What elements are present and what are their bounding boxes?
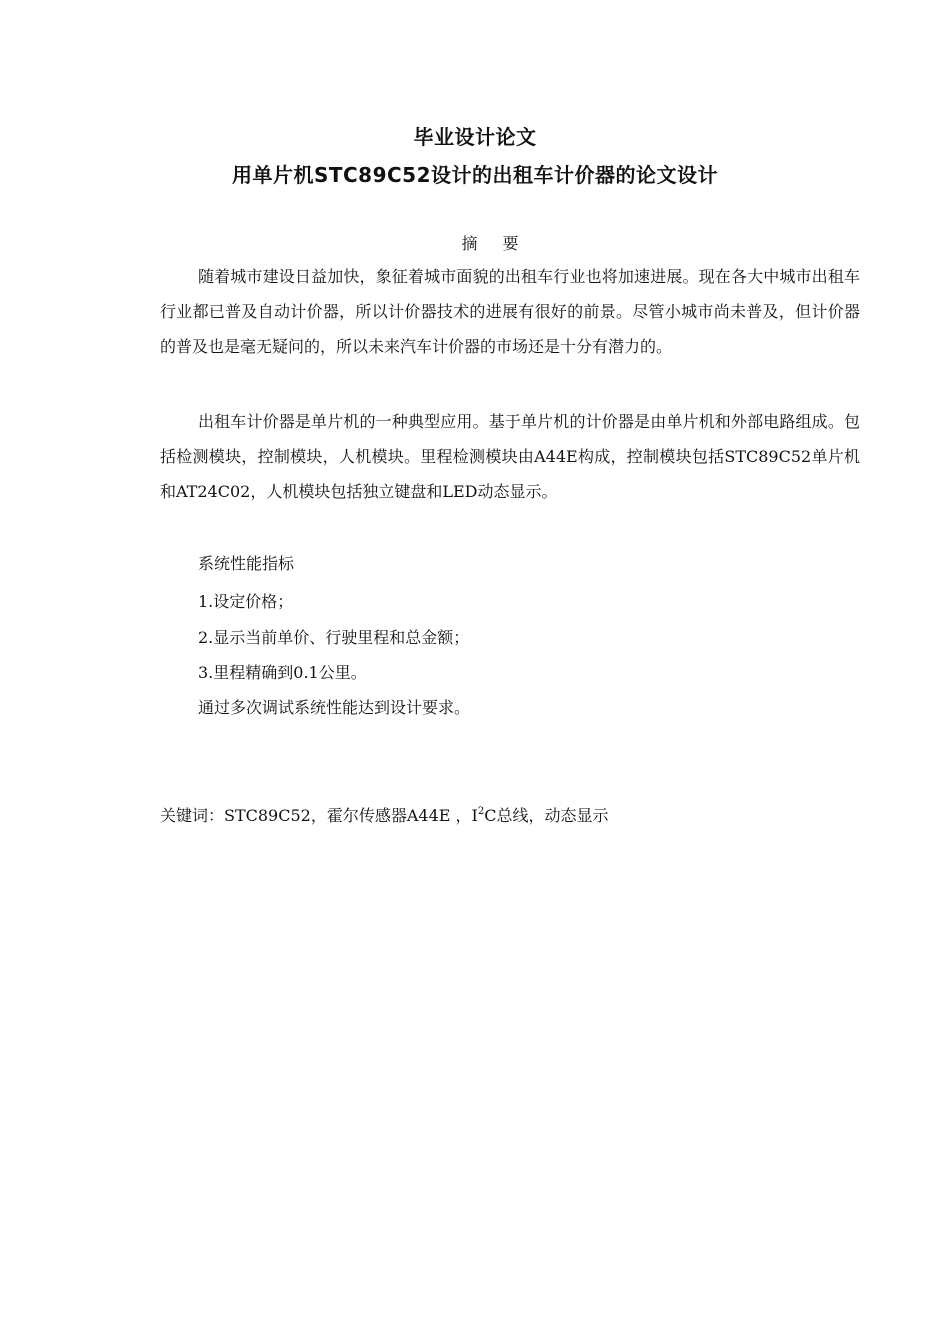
abstract-heading: 摘 要 bbox=[461, 234, 529, 253]
paragraph-text: 随着城市建设日益加快，象征着城市面貌的出租车行业也将加速进展。现在各大中城市出租车行业都已普及自动计价器，所以计价器技术的进展有很好的前景。尽管小城市尚未普及，但计价器的普及也是毫无疑问的，所以未来汽车计价器的市场还是十分有潜力的。 bbox=[160, 267, 860, 356]
thesis-title: 毕业设计论文 bbox=[413, 125, 537, 149]
performance-item-2: 2.显示当前单价、行驶里程和总金额； bbox=[198, 628, 470, 647]
paragraph-text: 出租车计价器是单片机的一种典型应用。基于单片机的计价器是由单片机和外部电路组成。包括检测模块，控制模块，人机模块。里程检测模块由A44E构成，控制模块包括STC89C52单片机和AT24C02，人机模块包括独立键盘和LED动态显示。 bbox=[160, 412, 860, 501]
conclusion-text: 通过多次调试系统性能达到设计要求。 bbox=[198, 698, 471, 717]
keywords-superscript: 2 bbox=[477, 805, 485, 817]
keywords-suffix: C总线，动态显示 bbox=[484, 806, 609, 825]
abstract-paragraph-2 bbox=[160, 404, 860, 509]
abstract-paragraph-1 bbox=[160, 259, 860, 364]
performance-heading: 系统性能指标 bbox=[198, 554, 295, 573]
keywords-line bbox=[160, 798, 608, 833]
performance-item-3: 3.里程精确到0.1公里。 bbox=[198, 663, 367, 682]
performance-item-1: 1.设定价格； bbox=[198, 592, 294, 611]
thesis-subtitle: 用单片机STC89C52设计的出租车计价器的论文设计 bbox=[231, 163, 719, 187]
keywords-prefix: 关键词：STC89C52，霍尔传感器A44E ，I bbox=[160, 806, 478, 825]
